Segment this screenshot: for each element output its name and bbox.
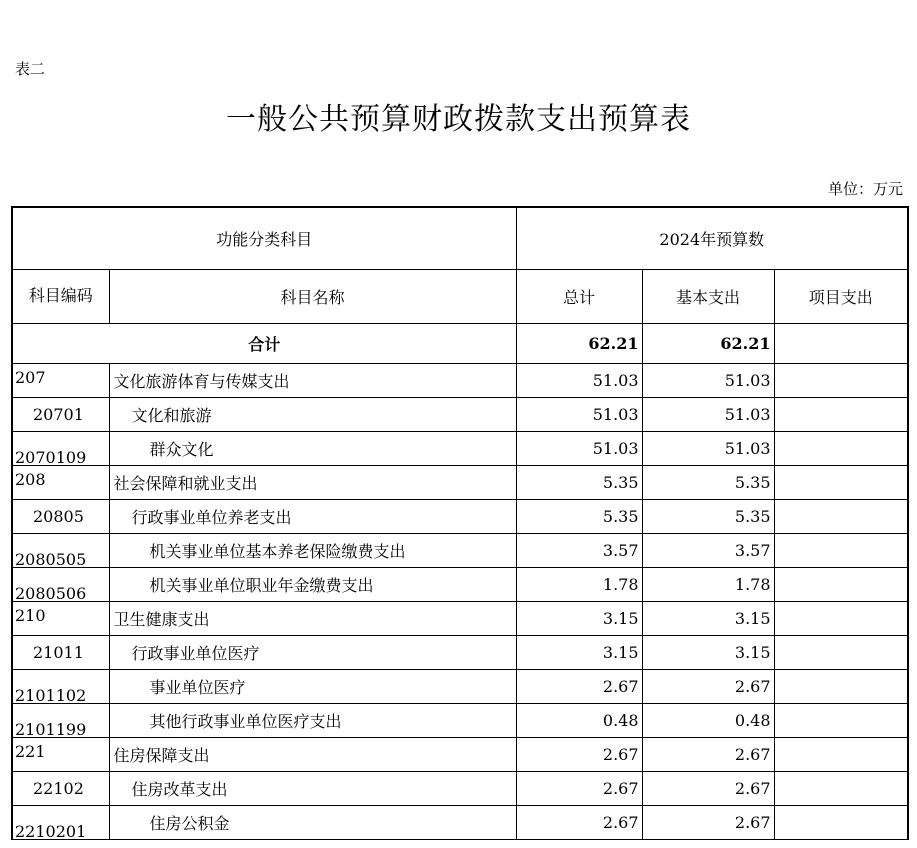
row-total: 3.15 xyxy=(516,635,642,669)
table-row xyxy=(12,465,908,499)
row-code: 2080505 xyxy=(12,533,109,567)
row-basic: 5.35 xyxy=(642,499,774,533)
row-basic: 5.35 xyxy=(642,465,774,499)
row-total: 2.67 xyxy=(516,805,642,839)
row-code: 22102 xyxy=(12,771,109,805)
row-total: 3.57 xyxy=(516,533,642,567)
row-name: 社会保障和就业支出 xyxy=(109,465,516,499)
table-row xyxy=(12,669,908,703)
total-project xyxy=(774,323,908,363)
row-total: 3.15 xyxy=(516,601,642,635)
row-name: 群众文化 xyxy=(109,431,516,465)
row-project xyxy=(774,703,908,737)
row-name: 行政事业单位医疗 xyxy=(109,635,516,669)
table-row xyxy=(12,567,908,601)
total-row xyxy=(12,323,908,363)
row-basic: 2.67 xyxy=(642,737,774,771)
row-project xyxy=(774,397,908,431)
row-project xyxy=(774,567,908,601)
header-category: 功能分类科目 xyxy=(12,207,516,269)
row-code: 2101102 xyxy=(12,669,109,703)
row-basic: 51.03 xyxy=(642,431,774,465)
header-row-1 xyxy=(12,207,908,269)
header-row-2 xyxy=(12,269,908,323)
row-project xyxy=(774,499,908,533)
table-row xyxy=(12,703,908,737)
row-total: 5.35 xyxy=(516,499,642,533)
table-row xyxy=(12,771,908,805)
row-code: 208 xyxy=(12,465,109,499)
row-total: 5.35 xyxy=(516,465,642,499)
header-year-budget: 2024年预算数 xyxy=(516,207,908,269)
table-row xyxy=(12,635,908,669)
row-project xyxy=(774,465,908,499)
table-row xyxy=(12,363,908,397)
row-name: 机关事业单位基本养老保险缴费支出 xyxy=(109,533,516,567)
row-total: 2.67 xyxy=(516,737,642,771)
row-basic: 51.03 xyxy=(642,363,774,397)
row-name: 住房保障支出 xyxy=(109,737,516,771)
table-row xyxy=(12,601,908,635)
row-name: 其他行政事业单位医疗支出 xyxy=(109,703,516,737)
table-row xyxy=(12,397,908,431)
header-basic: 基本支出 xyxy=(642,269,774,323)
row-name: 机关事业单位职业年金缴费支出 xyxy=(109,567,516,601)
row-basic: 2.67 xyxy=(642,771,774,805)
row-name: 住房公积金 xyxy=(109,805,516,839)
row-name: 文化和旅游 xyxy=(109,397,516,431)
row-name: 卫生健康支出 xyxy=(109,601,516,635)
row-total: 51.03 xyxy=(516,363,642,397)
row-name: 行政事业单位养老支出 xyxy=(109,499,516,533)
row-basic: 3.57 xyxy=(642,533,774,567)
row-code: 207 xyxy=(12,363,109,397)
table-row xyxy=(12,499,908,533)
row-project xyxy=(774,363,908,397)
row-basic: 1.78 xyxy=(642,567,774,601)
total-label: 合计 xyxy=(12,323,516,363)
row-project xyxy=(774,737,908,771)
unit-label: 单位：万元 xyxy=(827,180,903,198)
row-code: 2070109 xyxy=(12,431,109,465)
table-row xyxy=(12,431,908,465)
header-total: 总计 xyxy=(516,269,642,323)
table-row xyxy=(12,805,908,839)
row-total: 2.67 xyxy=(516,669,642,703)
row-name: 文化旅游体育与传媒支出 xyxy=(109,363,516,397)
row-basic: 3.15 xyxy=(642,635,774,669)
total-basic: 62.21 xyxy=(642,323,774,363)
page-title: 一般公共预算财政拨款支出预算表 xyxy=(226,102,691,137)
row-basic: 3.15 xyxy=(642,601,774,635)
row-basic: 0.48 xyxy=(642,703,774,737)
header-name: 科目名称 xyxy=(109,269,516,323)
row-code: 20701 xyxy=(12,397,109,431)
row-project xyxy=(774,669,908,703)
row-code: 20805 xyxy=(12,499,109,533)
row-basic: 2.67 xyxy=(642,805,774,839)
row-basic: 51.03 xyxy=(642,397,774,431)
row-project xyxy=(774,771,908,805)
row-project xyxy=(774,533,908,567)
row-code: 2210201 xyxy=(12,805,109,839)
row-project xyxy=(774,805,908,839)
row-total: 51.03 xyxy=(516,397,642,431)
row-code: 21011 xyxy=(12,635,109,669)
total-total: 62.21 xyxy=(516,323,642,363)
header-code: 科目编码 xyxy=(12,269,109,323)
row-project xyxy=(774,431,908,465)
row-code: 2101199 xyxy=(12,703,109,737)
row-project xyxy=(774,635,908,669)
header-project: 项目支出 xyxy=(774,269,908,323)
budget-table xyxy=(11,206,909,840)
row-total: 2.67 xyxy=(516,771,642,805)
row-total: 1.78 xyxy=(516,567,642,601)
row-code: 221 xyxy=(12,737,109,771)
row-total: 51.03 xyxy=(516,431,642,465)
row-code: 210 xyxy=(12,601,109,635)
row-total: 0.48 xyxy=(516,703,642,737)
row-name: 事业单位医疗 xyxy=(109,669,516,703)
table-row xyxy=(12,533,908,567)
row-project xyxy=(774,601,908,635)
row-basic: 2.67 xyxy=(642,669,774,703)
table-row xyxy=(12,737,908,771)
table-label: 表二 xyxy=(15,60,46,78)
row-code: 2080506 xyxy=(12,567,109,601)
row-name: 住房改革支出 xyxy=(109,771,516,805)
